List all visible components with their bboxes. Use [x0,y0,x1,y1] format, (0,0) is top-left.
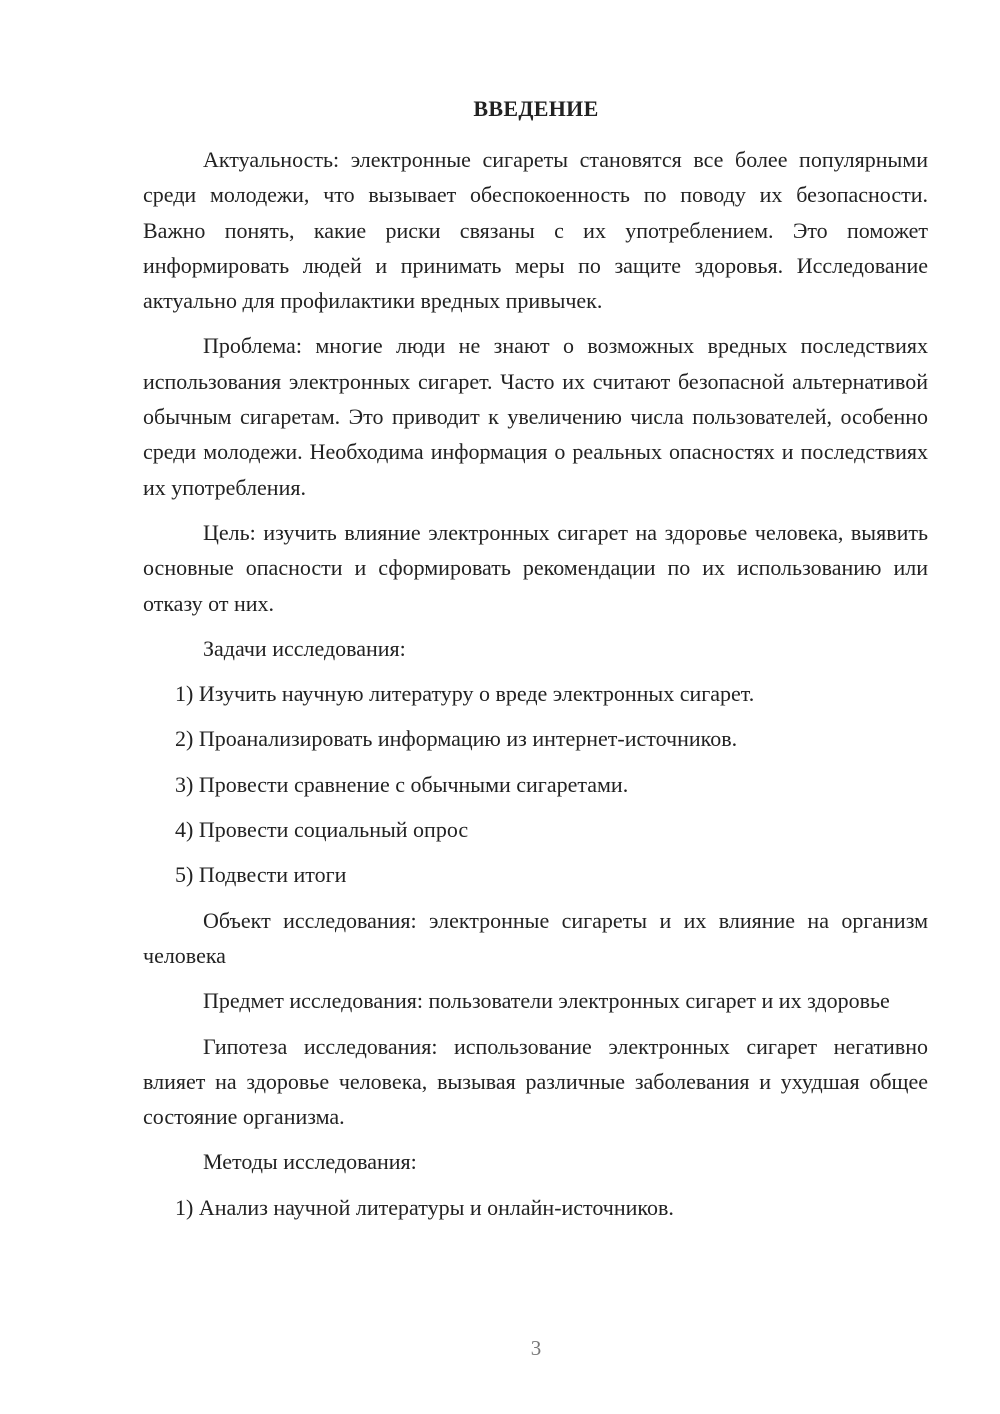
paragraph-hypothesis: Гипотеза исследования: использование электронных сигарет негативно влияет на здоровье человека, вызывая различные заболевания и ухудшая общее состояние организма. [143,1033,928,1130]
methods-heading: Методы исследования: [203,1149,417,1175]
list-item: 4) Провести социальный опрос [175,817,469,843]
paragraph-relevance: Актуальность: электронные сигареты становятся все более популярными среди молодежи, что вызывает обеспокоенность по поводу их безопасности. Важно понять, какие риски связаны с их употреблением. Это поможет информировать людей и принимать меры по защите здоровья. Исследование актуально для профилактики вредных привычек. [143,147,928,314]
list-item: 2) Проанализировать информацию из интернет-источников. [175,726,738,752]
paragraph-problem: Проблема: многие люди не знают о возможных вредных последствиях использования электронных сигарет. Часто их считают безопасной альтернативой обычным сигаретам. Это приводит к увеличению числа пользователей, особенно среди молодежи. Необходима информация о реальных опасностях и последствиях их употребления. [143,333,928,500]
paragraph-object: Объект исследования: электронные сигареты и их влияние на организм человека [143,907,928,968]
paragraph-goal: Цель: изучить влияние электронных сигарет на здоровье человека, выявить основные опасности и сформировать рекомендации по их использованию или отказу от них. [143,519,928,616]
tasks-heading: Задачи исследования: [203,635,406,661]
tasks-list [143,676,928,892]
methods-list [143,1190,928,1225]
document-body [143,142,928,1235]
list-item: 3) Провести сравнение с обычными сигаретами. [175,771,629,797]
section-title: ВВЕДЕНИЕ [473,96,599,121]
list-item: 5) Подвести итоги [175,862,347,888]
list-item: 1) Изучить научную литературу о вреде электронных сигарет. [175,681,755,707]
list-item: 1) Анализ научной литературы и онлайн-источников. [175,1194,674,1220]
page-number: 3 [530,1336,542,1360]
paragraph-subject: Предмет исследования: пользователи электронных сигарет и их здоровье [203,988,890,1014]
